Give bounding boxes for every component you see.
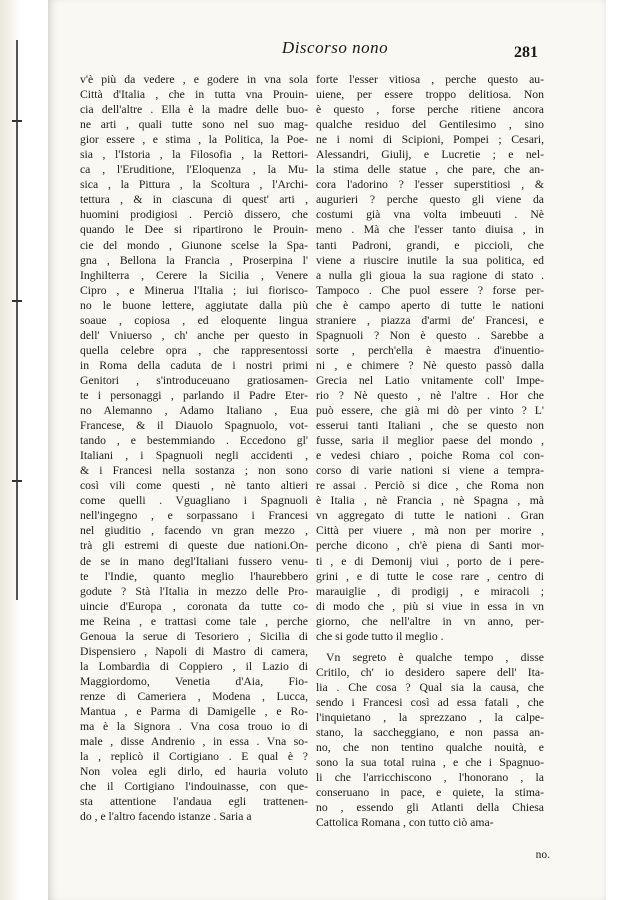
text-line: tando , e bestemmiando . Eccedono gl' bbox=[80, 434, 308, 448]
text-line: ca , l'Eruditione, l'Eloquenza , la Mu- bbox=[80, 163, 308, 177]
text-line: cia dell'altre . Ella è la madre delle buo- bbox=[80, 103, 308, 117]
text-line: cora l'adorino ? l'esser superstitiosi , & bbox=[316, 178, 544, 192]
text-line: uiene, per essere troppo delitiosa. Non bbox=[316, 88, 544, 102]
text-line: Alessandri, Giulij, e Lucretie ; e nel- bbox=[316, 148, 544, 162]
edge-mark bbox=[12, 120, 22, 122]
text-line: conseruano in pace, e quiete, la stima- bbox=[316, 786, 544, 800]
text-line: huomini prodigiosi . Perciò dissero, che bbox=[80, 208, 308, 222]
text-line: no Alemanno , Adamo Italiano , Eua bbox=[80, 404, 308, 418]
text-line: sono la sua total ruina , e che i Spagnuo- bbox=[316, 756, 544, 770]
running-head: Discorso nono bbox=[281, 38, 389, 57]
text-line: sta attentione l'andaua egli trattenen- bbox=[80, 795, 308, 809]
text-line: Cipro , e Minerua l'Italia ; iui fiorisco- bbox=[80, 283, 308, 297]
text-line: ne arti , quali tutte sono nel suo mag- bbox=[80, 118, 308, 132]
text-line: sica , la Pittura , la Scoltura , l'Archi- bbox=[80, 178, 308, 192]
text-line: godute ? Stà l'Italia in mezzo delle Pro- bbox=[80, 584, 308, 598]
text-line: Genoua la serue di Tesoriero , Sicilia di bbox=[80, 629, 308, 643]
text-line: perche dicono , ch'è piena di Santi mor- bbox=[316, 539, 544, 553]
text-line: tettura , & in ciascuna di quest' arti , bbox=[80, 193, 308, 207]
text-line: così vili come questi , nè tanto altieri bbox=[80, 479, 308, 493]
text-line: Vn segreto è qualche tempo , disse bbox=[326, 650, 544, 664]
text-line: gna , Bellona la Francia , Proserpina l' bbox=[80, 253, 308, 267]
gutter-line bbox=[16, 40, 18, 600]
text-line: fusse, saria il meglior paese del mondo , bbox=[316, 434, 544, 448]
text-line: lia . Che cosa ? Qual sia la causa, che bbox=[316, 680, 544, 694]
text-line: & i Francesi nella sostanza ; non sono bbox=[80, 464, 308, 478]
text-line: e vedesi chiaro , poiche Roma col con- bbox=[316, 449, 544, 463]
right-column bbox=[316, 72, 544, 830]
text-line: renze di Cameriera , Modena , Lucca, bbox=[80, 689, 308, 703]
text-line: Italiani , i Spagnuoli negli accidenti , bbox=[80, 449, 308, 463]
text-line: no, che non tentino qualche nouità, e bbox=[316, 741, 544, 755]
text-line: ne i nomi di Scipioni, Pompei ; Cesari, bbox=[316, 133, 544, 147]
text-line: in Roma della caduta de i nostri primi bbox=[80, 358, 308, 372]
text-line: trà gli estremi di queste due nationi.On- bbox=[80, 539, 308, 553]
text-line: esserui tanti Italiani , che se questo non bbox=[316, 419, 544, 433]
text-line: straniere , piazza d'armi de' Francesi, e bbox=[316, 313, 544, 327]
text-line: può essere, che già mi dò per vinto ? L' bbox=[316, 404, 544, 418]
text-line: te l'Indie, quanto meglio l'haurebbero bbox=[80, 569, 308, 583]
text-line: soaue , copiosa , ed eloquente lingua bbox=[80, 313, 308, 327]
text-line: qualche residuo del Gentilesimo , sino bbox=[316, 118, 544, 132]
text-line: v'è più da vedere , e godere in vna sola bbox=[80, 73, 308, 86]
text-line: de se in mano degl'Italiani fussero venu- bbox=[80, 554, 308, 568]
text-line: Cattolica Romana , con tutto ciò ama- bbox=[316, 816, 494, 830]
text-line: Francese, & il Diauolo Spagnuolo, vot- bbox=[80, 419, 308, 433]
text-line: che il Cortigiano l'indouinasse, con que- bbox=[80, 780, 308, 794]
text-line: cie del mondo , Giunone scelse la Spa- bbox=[80, 238, 308, 252]
text-line: ti , e di Demonij viui , porto de i pere- bbox=[316, 554, 544, 568]
right-paragraph-2 bbox=[316, 650, 544, 831]
text-line: costumi già vna volta imbeuuti . Nè bbox=[316, 208, 544, 222]
text-line: no , essendo gli Atlanti della Chiesa bbox=[316, 801, 544, 815]
text-line: rio ? Nè questo , nè l'altre . Hor che bbox=[316, 388, 544, 402]
adjacent-page-edge bbox=[0, 0, 20, 900]
text-line: quando le Dee si ripartirono le Prouin- bbox=[80, 223, 308, 237]
text-line: male , disse Andrenio , in essa . Vna so- bbox=[80, 735, 308, 749]
text-line: quella celebre opra , che rappresentossi bbox=[80, 343, 308, 357]
text-line: la stima delle statue , che pare, che an- bbox=[316, 163, 544, 177]
edge-mark bbox=[12, 300, 22, 302]
text-line: grini , e di tutte le cose rare , centro di bbox=[316, 569, 544, 583]
text-line: meno . Mà che l'esser tanto diuisa , in bbox=[316, 223, 544, 237]
text-line: come quelli . Vguagliano i Spagnuoli bbox=[80, 494, 308, 508]
text-line: la , replicò il Cortigiano . E qual è ? bbox=[80, 750, 308, 764]
edge-mark bbox=[12, 480, 22, 482]
text-line: stano, la saccheggiano, e non passa an- bbox=[316, 726, 544, 740]
text-line: me Reina , e trattasi come tale , perche bbox=[80, 614, 308, 628]
text-line: a nulla gli gioua la sua ragione di stato . bbox=[316, 268, 544, 282]
text-line: è Italia , nè Francia , nè Spagna , mà bbox=[316, 494, 544, 508]
text-line: Città d'Italia , che in tutta vna Prouin- bbox=[80, 88, 308, 102]
text-line: nell'ingegno , e sorpassano i Francesi bbox=[80, 509, 308, 523]
text-line: marauiglie , di prodigij , e miracoli ; bbox=[316, 584, 544, 598]
text-line: tanti Padroni, grandi, e piccioli, che bbox=[316, 238, 544, 252]
text-line: corso di varie nationi si viene a tempra- bbox=[316, 464, 544, 478]
text-line: Critilo, ch' io desidero sapere dell' Ita- bbox=[316, 665, 544, 679]
text-line: che si gode tutto il meglio . bbox=[316, 629, 444, 643]
text-line: Maggiordomo, Venetia d'Aia, Fio- bbox=[80, 674, 308, 688]
text-line: ma è la Signora . Vna cosa trouo io di bbox=[80, 720, 308, 734]
text-line: dell' Vniuerso , ch' anche per questo in bbox=[80, 328, 308, 342]
text-line: Città per viuere , mà non per morire , bbox=[316, 524, 544, 538]
text-line: Mantua , e Parma di Damigelle , e Ro- bbox=[80, 704, 308, 718]
text-line: sia , l'Istoria , la Filosofia , la Rettori- bbox=[80, 148, 308, 162]
text-line: viene a riuscire inutile la sua politica, ed bbox=[316, 253, 544, 267]
text-line: forte l'esser vitiosa , perche questo au- bbox=[316, 73, 544, 86]
text-line: sorte , perch'ella è maestra d'inuentio- bbox=[316, 343, 544, 357]
text-line: ni , e chimere ? Nè questo passò dalla bbox=[316, 358, 544, 372]
text-line: Non volea egli dirlo, ed hauria voluto bbox=[80, 765, 308, 779]
text-line: giorno, che nell'altre in vn anno, per- bbox=[316, 614, 544, 628]
text-line: Tampoco . Che puol essere ? forse per- bbox=[316, 283, 544, 297]
text-line: Inghilterra , Cerere la Sicilia , Venere bbox=[80, 268, 308, 282]
text-line: l'inquietano , la sprezzano , la calpe- bbox=[316, 710, 544, 724]
page-number: 281 bbox=[514, 44, 538, 61]
text-line: augurieri ? perche questo gli viene da bbox=[316, 193, 544, 207]
text-line: no le buone lettere, aggiutate dalla più bbox=[80, 298, 308, 312]
text-line: è questo , forse perche ritiene ancora bbox=[316, 103, 544, 117]
text-line: Grecia nel Latio vnitamente coll' Impe- bbox=[316, 373, 544, 387]
text-line: la Lombardia di Coppiero , il Lazio di bbox=[80, 659, 308, 673]
text-line: vn aggregato di tutte le nationi . Gran bbox=[316, 509, 544, 523]
text-line: che è campo aperto di tutte le nationi bbox=[316, 298, 544, 312]
text-line: uincie d'Europa , coronata da tutte co- bbox=[80, 599, 308, 613]
text-line: Spagnuoli ? Non è questo . Sarebbe a bbox=[316, 328, 544, 342]
text-line: Dispensiero , Napoli di Mastro di camera, bbox=[80, 644, 308, 658]
right-paragraph-1 bbox=[316, 72, 544, 644]
text-line: sendo i Francesi così ad essa fatali , che bbox=[316, 695, 544, 709]
catchword: no. bbox=[535, 849, 550, 861]
text-line: di modo che , più si viue in essa in vn bbox=[316, 599, 544, 613]
text-line: te i personaggi , parlando il Padre Eter- bbox=[80, 388, 308, 402]
left-column bbox=[80, 72, 308, 824]
text-line: gior essere , e stima , la Politica, la Poe- bbox=[80, 133, 308, 147]
text-line: li che l'arricchiscono , l'honorano , la bbox=[316, 771, 544, 785]
text-line: nel giuditio , facendo vn gran mezzo , bbox=[80, 524, 308, 538]
text-line: Genitori , s'introduceuano gratiosamen- bbox=[80, 373, 308, 387]
text-line: do , e l'altro facendo istanze . Saria a bbox=[80, 810, 252, 824]
text-line: re assai . Perciò si dice , che Roma non bbox=[316, 479, 544, 493]
